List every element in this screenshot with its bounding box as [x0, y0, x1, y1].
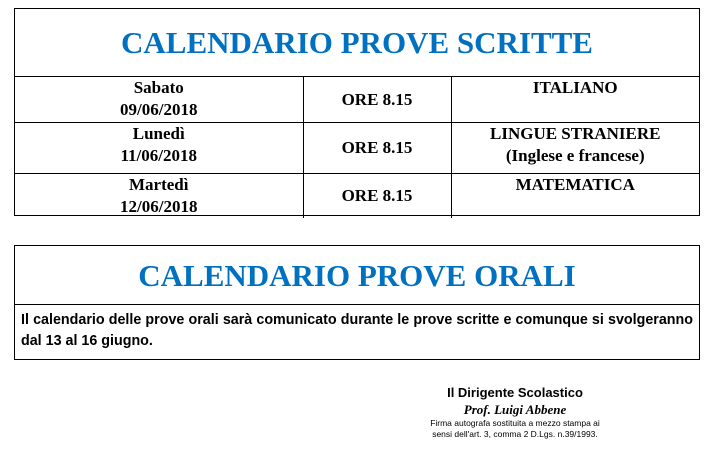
date-cell [15, 77, 303, 123]
day-label: Martedì [129, 175, 189, 194]
date-label: 12/06/2018 [120, 197, 198, 216]
signatory-name: Prof. Luigi Abbene [463, 402, 567, 417]
day-label: Lunedì [132, 124, 185, 143]
date-label: 11/06/2018 [120, 146, 197, 165]
written-exams-table [15, 77, 699, 218]
date-cell [15, 123, 303, 174]
signatory-role: Il Dirigente Scolastico [447, 385, 583, 400]
table-row [15, 77, 699, 123]
table-row [15, 174, 699, 219]
date-cell [15, 174, 303, 219]
day-label: Sabato [133, 78, 184, 97]
subject-label: MATEMATICA [515, 175, 635, 194]
time-cell: ORE 8.15 [303, 77, 451, 123]
time-cell: ORE 8.15 [303, 174, 451, 219]
signature-note [400, 418, 630, 440]
signature-note-line: Firma autografa sostituita a mezzo stampa ai [430, 418, 600, 428]
subject-detail-label: (Inglese e francese) [505, 146, 645, 165]
oral-exams-notice: Il calendario delle prove orali sarà comunicato durante le prove scritte e comunque si svolgeranno dal 13 al 16 giugno. [21, 312, 693, 349]
signature-note-line: sensi dell'art. 3, comma 2 D.Lgs. n.39/1993. [432, 429, 598, 439]
written-exams-title: CALENDARIO PROVE SCRITTE [15, 9, 699, 77]
date-label: 09/06/2018 [120, 100, 198, 119]
signature-block [400, 384, 630, 440]
oral-exams-title: CALENDARIO PROVE ORALI [15, 246, 699, 305]
written-exams-box [14, 8, 700, 216]
subject-cell [451, 123, 699, 174]
time-cell: ORE 8.15 [303, 123, 451, 174]
subject-label: ITALIANO [532, 78, 618, 97]
subject-cell [451, 174, 699, 219]
subject-label: LINGUE STRANIERE [489, 124, 661, 143]
subject-cell [451, 77, 699, 123]
table-row [15, 123, 699, 174]
oral-exams-box [14, 245, 700, 360]
